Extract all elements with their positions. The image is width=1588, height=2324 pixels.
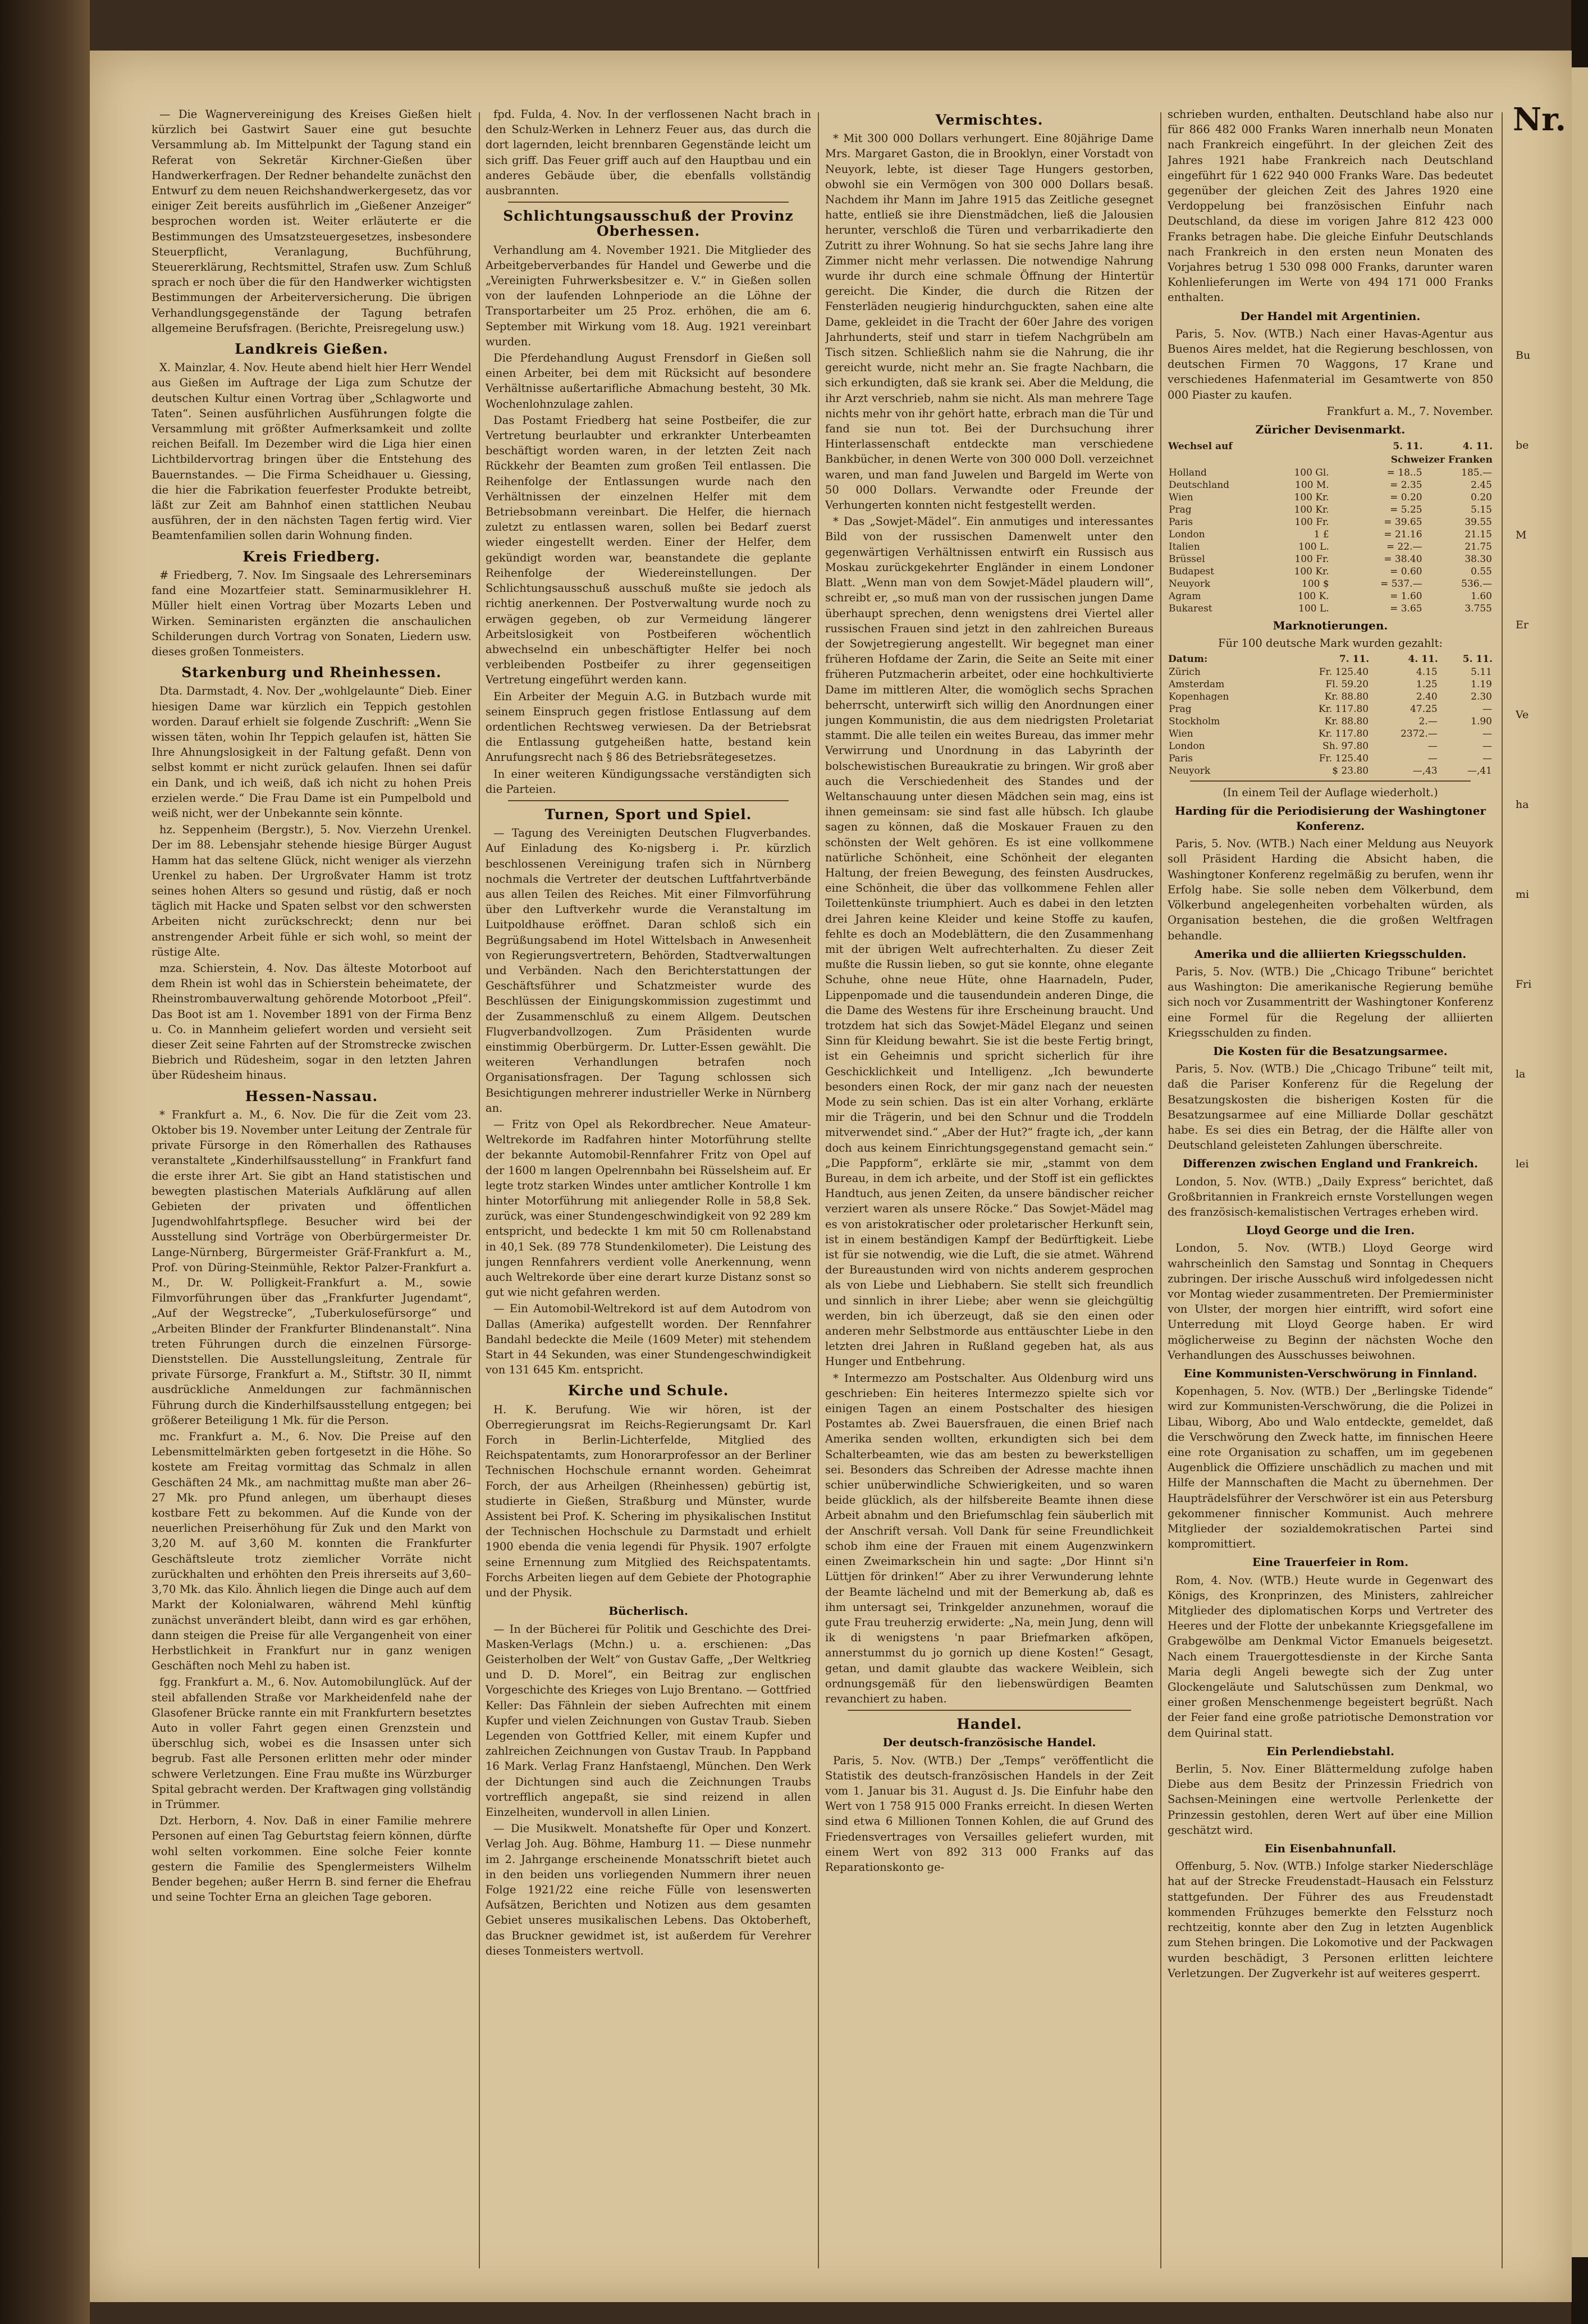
devisen-cell: = 2.35	[1390, 480, 1422, 491]
heading-trauerfeier: Eine Trauerfeier in Rom.	[1252, 1555, 1409, 1569]
devisen-row	[1168, 541, 1493, 553]
article-kuendigung: In einer weiteren Kündigungssache verständigten sich die Parteien.	[486, 767, 811, 796]
devisen-cell: 185.—	[1461, 467, 1492, 479]
devisen-cell: 21.75	[1465, 541, 1492, 553]
article-flugverband: — Tagung des Vereinigten Deutschen Flugverbandes. Auf Einladung des Ko-nigsberg i. Pr. kürzlich beschlossenen Vereinigung trafen sich in Nürnberg nochmals die Vertreter der deutschen Luftfahrtverbände aus allen Teilen des Reiches. Mit einer Filmvorführung über den Luftverkehr wurde die Veranstaltung im Luitpoldhause eröffnet. Daran schloß sich ein Begrüßungsabend im Hotel Wittelsbach in Anwesenheit von Regierungsvertretern, Behörden, Stadtverwaltungen und Verbänden. Nach den Berichterstattungen der Geschäftsführer und Schatzmeister wurde des Beschlüssen der Einigungskommission zugestimmt und der Zusammenschluß zu einem Allgem. Deutschen Flugverbandvollzogen. Zum Präsidenten wurde einstimmig Oberbürgerm. Dr. Lutter-Essen gewählt. Die weiteren Verhandlungen betrafen noch Organisationsfragen. Der Tagung schlossen sich Besichtigungen mehrerer industrieller Werke in Nürnberg an.	[486, 827, 811, 1115]
mark-cell: 5.11	[1471, 666, 1492, 678]
article-automobil-weltrekord: — Ein Automobil-Weltrekord ist auf dem Autodrom von Dallas (Amerika) aufgestellt worden. Der Rennfahrer Bandahl bedeckte die Meile (1609 Meter) mit stehendem Start in 44 Sekunden, was einer Stundengeschwindigkeit von 131 645 Km. entspricht.	[486, 1302, 811, 1377]
mark-cell: Amsterdam	[1169, 678, 1225, 690]
devisen-cell: Agram	[1169, 591, 1201, 602]
mark-cell: Kr. 88.80	[1324, 715, 1369, 727]
devisen-cell: 1 £	[1314, 529, 1329, 541]
devisen-cell: 100 Fr.	[1294, 554, 1329, 565]
article-postschalter: * Intermezzo am Postschalter. Aus Oldenburg wird uns geschrieben: Ein heiteres Intermezzo spielte sich vor einigen Tagen an einem Postschalter des hiesigen Postamtes ab. Zwei Bauersfrauen, die einen Brief nach Amerika senden wollten, erkundigten sich bei dem Schalterbeamten, wie das am besten zu bewerkstelligen sei. Besonders das Schreiben der Adresse machte ihnen schier unüberwindliche Schwierigkeiten, und so waren beide glücklich, als der hilfsbereite Beamte ihnen diese Arbeit abnahm und den Briefumschlag fein säuberlich mit der Anschrift versah. Voll Dank für seine Freundlichkeit schob ihm eine der Frauen mit einem Augenzwinkern einen Zweimarkschein hin und sagte: „Dor Hinnt si'n Lüttjen för drinken!“ Aber zu ihrer Verwunderung lehnte der Beamte lächelnd und mit der Bemerkung ab, daß es ihm untersagt sei, Trinkgelder anzunehmen, worauf die gute Frau treuherzig erwiderte: „Na, mein Jung, denn will ik di wenigstens 'n paar Briefmarken afköpen, annerstummst du jo gornich up diene Kosten!“ Gesagt, getan, und damit glaubte das wackere Weiblein, sich ordnungsgemäß für den liebenswürdigen Beamten revanchiert zu haben.	[825, 1371, 1154, 1705]
mark-cell: Fr. 125.40	[1319, 666, 1369, 678]
devisen-cell: 100 Kr.	[1294, 504, 1329, 516]
devisen-cell: Italien	[1169, 541, 1200, 553]
newspaper-page	[90, 51, 1572, 2302]
article-meguin: Ein Arbeiter der Meguin A.G. in Butzbach wurde mit seinem Einspruch gegen fristlose Entlassung auf dem ordentlichen Rechtsweg verwiesen. Da der Betriebsrat die Entlassung gutgeheißen hatte, bestand kein Anrufungsrecht nach § 86 des Betriebsrätegesetzes.	[486, 690, 811, 764]
article-herborn: Dzt. Herborn, 4. Nov. Daß in einer Familie mehrere Personen auf einen Tag Geburtstag feiern können, dürfte wohl selten vorkommen. Eine solche Feier konnte gestern die Familie des Spenglermeisters Wilhelm Bender begehen; außer Herrn B. sind ferner die Ehefrau und seine Tochter Erna an gleichen Tage geboren.	[152, 1814, 472, 1904]
devisen-row	[1168, 516, 1493, 528]
col-header: 5. 11.	[1393, 441, 1423, 453]
article-frankfurt-preise: mc. Frankfurt a. M., 6. Nov. Die Preise auf den Lebensmittelmärkten geben fortgesetzt in die Höhe. So kostete am Freitag vormittag das Schmalz in allen Geschäften 24 Mk., am nachmittag mußte man aber 26–27 Mk. pro Pfund anlegen, um überhaupt dieses kostbare Fett zu bekommen. Auf die Kunde von der neuerlichen Preiserhöhung für Zuk und den Markt von 3,20 M. auf 3,60 M. konnten die Frankfurter Geschäftsleute trotz ziemlicher Vorräte nicht zurückhalten und erhöhten den Preis ihrerseits auf 3,60–3,70 Mk. das Kilo. Ähnlich liegen die Dinge auch auf dem Markt der Kolonialwaren, während Mehl künftig zunächst unverändert bleibt, dann wird es gar erhöhen, dann steigen die Preise für alle Vergangenheit von einer Herbstlichkeit in Frankfurt nur in ganz wenigen Geschäften noch Mehl zu haben ist.	[152, 1430, 472, 1673]
mark-cell: Kr. 117.80	[1318, 703, 1369, 715]
mark-row	[1168, 666, 1493, 678]
devisen-cell: Prag	[1169, 504, 1192, 516]
edition-note: (In einem Teil der Auflage wiederholt.)	[1223, 786, 1438, 799]
devisen-cell: Paris	[1169, 517, 1193, 528]
devisen-cell: 3.755	[1465, 603, 1492, 615]
next-page-fragment: M	[1516, 529, 1527, 541]
column-rule	[1160, 112, 1161, 2268]
mark-title: Für 100 deutsche Mark wurden gezahlt:	[1218, 637, 1443, 650]
devisen-row	[1168, 491, 1493, 504]
devisen-cell: = 39.65	[1384, 517, 1422, 528]
devisen-cell: Neuyork	[1169, 578, 1211, 590]
article-trauerfeier: Rom, 4. Nov. (WTB.) Heute wurde in Gegenwart des Königs, des Kronprinzen, des Ministers, zahlreicher Mitglieder des diplomatischen Korps und Vertreter des Heeres und der Flotte der unbekannte Kriegsgefallene im Grabgewölbe am Denkmal Victor Emanuels beigesetzt. Nach einem Trauergottesdienste in der Kirche Santa Maria degli Angeli bewegte sich der Zug unter Glockengeläute und Salutschüssen zum Denkmal, wo einer großen Menschenmenge begeistert begrüßt. Nach der Feier fand eine große patriotische Demonstration vor dem Quirinal statt.	[1168, 1573, 1493, 1739]
mark-cell: 1.19	[1471, 678, 1492, 690]
column-2	[486, 107, 811, 2280]
mark-cell: 1.90	[1471, 715, 1492, 727]
mark-cell: —	[1482, 728, 1492, 739]
market-date: Frankfurt a. M., 7. November.	[1326, 404, 1493, 418]
heading-differenzen: Differenzen zwischen England und Frankreich.	[1183, 1157, 1478, 1171]
col-header: Wechsel auf	[1168, 441, 1233, 453]
article-mainzlar: X. Mainzlar, 4. Nov. Heute abend hielt hier Herr Wendel aus Gießen im Auftrage der Liga zum Schutze der deutschen Kultur einen Vortrag über „Schlagworte und Taten“. Seinen ausführlichen Ausführungen folgte die Versammlung mit größter Aufmerksamkeit und zollte reichen Beifall. Im Dezember wird die Liga hier einen Lichtbildervortrag bringen über die Entstehung des Bauernstandes. — Die Firma Scheidhauer u. Giessing, die hier die Fabrikation feuerfester Produkte betreibt, läßt zur Zeit am Bahnhof einen stattlichen Neubau ausführen, der in den nächsten Tagen fertig wird. Vier Beamtenfamilien sollen darin Wohnung finden.	[152, 361, 472, 542]
devisen-row	[1168, 528, 1493, 541]
article-eisenbahnunfall: Offenburg, 5. Nov. (WTB.) Infolge starker Niederschläge hat auf der Strecke Freudenstadt–Hausach ein Felssturz stattgefunden. Der Führer des aus Freudenstadt kommenden Frühzuges bemerkte den Felssturz noch rechtzeitig, konnte aber den Zug in letzten Augenblick zum Stehen bringen. Die Lokomotive und der Packwagen wurden beschädigt, 3 Personen erlitten leichtere Verletzungen. Der Zugverkehr ist auf weiteres gesperrt.	[1168, 1860, 1493, 1980]
col-header: 5. 11.	[1462, 653, 1493, 665]
heading-kriegsschulden: Amerika und die alliierten Kriegsschulden.	[1194, 947, 1467, 961]
devisen-cell: 100 Kr.	[1294, 566, 1329, 578]
article-kriegsschulden: Paris, 5. Nov. (WTB.) Die „Chicago Tribune“ berichtet aus Washington: Die amerikanische Regierung bemühe sich noch vor Zusammentritt der Washingtoner Konferenz eine Formel für die Regelung der alliierten Kriegsschulden zu finden.	[1168, 965, 1493, 1039]
devisen-cell: 38.30	[1465, 554, 1492, 565]
divider	[848, 1710, 1131, 1711]
devisen-cell: = 22.—	[1386, 541, 1422, 553]
article-friedberg: # Friedberg, 7. Nov. Im Singsaale des Lehrerseminars fand eine Mozartfeier statt. Seminarmusiklehrer H. Müller hielt einen Vortrag über Mozarts Leben und Wirken. Seminaristen ergänzten die anschaulichen Schilderungen durch Vortrag von Sonaten, Liedern usw. dieses großen Tonmeisters.	[152, 568, 472, 658]
article-temps: Paris, 5. Nov. (WTB.) Der „Temps“ veröffentlicht die Statistik des deutsch-französischen Handels in der Zeit vom 1. Januar bis 31. August d. Js. Die Einfuhr habe den Wert von 1 758 915 000 Franks erreicht. In diesen Werten sind etwa 6 Millionen Tonnen Kohlen, die auf Grund des Friedensvertrages von Versailles geliefert wurden, mit einem Wert von 892 313 000 Franks auf das Reparationskonto ge-	[825, 1754, 1154, 1874]
devisen-cell: 100 M.	[1295, 480, 1329, 491]
mark-cell: —	[1427, 752, 1438, 764]
next-page-fragment: Bu	[1516, 349, 1531, 362]
devisen-table	[1168, 440, 1493, 615]
devisen-cell: London	[1169, 529, 1205, 541]
devisen-cell: = 0.60	[1390, 566, 1422, 578]
mark-cell: Fr. 125.40	[1319, 752, 1369, 764]
devisen-cell: Deutschland	[1169, 480, 1230, 491]
article-heppenheim: hz. Seppenheim (Bergstr.), 5. Nov. Vierzehn Urenkel. Der im 88. Lebensjahr stehende hiesige Bürger August Hamm hat das seltene Glück, nicht weniger als vierzehn Urenkel zu haben. Der Urgroßvater Hamm ist trotz seines hohen Alters so gesund und rüstig, daß er noch täglich mit Hacke und Spaten selbst vor den schwersten Arbeiten nicht zurückschreckt; denn nur bei anstrengender Arbeit fühle er sich wohl, so meint der rüstige Alte.	[152, 823, 472, 958]
heading-marknotierungen: Marknotierungen.	[1273, 619, 1388, 633]
mark-cell: —,41	[1467, 765, 1492, 777]
article-frensdorf: Die Pferdehandlung August Frensdorf in Gießen soll einen Arbeiter, bei dem mit Rücksicht auf besondere Verhältnisse außertarifliche Abmachung besteht, 30 Mk. Wochenlohnzulage zahlen.	[486, 351, 811, 410]
devisen-cell: = 0.20	[1390, 492, 1422, 504]
article-schierstein: mza. Schierstein, 4. Nov. Das älteste Motorboot auf dem Rhein ist wohl das in Schierstein beheimatete, der Rheinstrombauverwaltung gehörende Motorboot „Pfeil“. Das Boot ist am 1. November 1891 von der Firma Benz u. Co. in Mannheim geliefert worden und versieht seit dieser Zeit seine Fahrten auf der Stromstrecke zwischen Biebrich und Rüdesheim, sogar in den letzten Jahren über Rüdesheim hinaus.	[152, 961, 472, 1082]
next-page-fragment: Fri	[1516, 978, 1532, 990]
article-opel: — Fritz von Opel als Rekordbrecher. Neue Amateur-Weltrekorde im Radfahren hinter Motorführung stellte der bekannte Automobil-Rennfahrer Fritz von Opel auf der 1600 m langen Opelrennbahn bei Rüsselsheim auf. Er legte trotz starken Windes unter amtlicher Kontrolle 1 km hinter Motorführung mit anliegender Rolle in 58,8 Sek. zurück, was einer Stundengeschwindigkeit von 92 289 km entspricht, und bedeckte 1 km mit 50 cm Rollenabstand in 40,1 Sek. (89 778 Stundenkilometer). Die Leistung des jungen Rennfahrers verdient volle Anerkennung, wenn auch Weltrekorde über eine derart kurze Distanz sonst so gut wie nicht gefahren werden.	[486, 1118, 811, 1299]
article-lloyd-george: London, 5. Nov. (WTB.) Lloyd George wird wahrscheinlich den Samstag und Sonntag in Chequers zubringen. Der irische Ausschuß wird infolgedessen nicht vor Montag wieder zusammentreten. Der Premierminister von Ulster, der morgen hier eintrifft, wird sofort eine Unterredung mit Lloyd George haben. Er wird möglicherweise zu Beginn der nächsten Woche den Verhandlungen des Ausschusses beiwohnen.	[1168, 1241, 1493, 1362]
mark-row	[1168, 740, 1493, 752]
mark-cell: 2.40	[1416, 691, 1438, 702]
mark-row	[1168, 765, 1493, 777]
devisen-row	[1168, 590, 1493, 602]
column-3	[825, 107, 1154, 2280]
mark-row	[1168, 678, 1493, 691]
devisen-cell: = 1.60	[1390, 591, 1422, 602]
devisen-cell: 100 Gl.	[1294, 467, 1329, 479]
mark-cell: 1.25	[1416, 678, 1438, 690]
mark-cell: —,43	[1412, 765, 1438, 777]
mark-cell: Prag	[1169, 703, 1192, 715]
mark-row	[1168, 752, 1493, 765]
devisen-cell: 100 L.	[1298, 603, 1329, 615]
article-harding: Paris, 5. Nov. (WTB.) Nach einer Meldung aus Neuyork soll Präsident Harding die Absicht haben, die Washingtoner Konferenz regelmäßig zu berufen, wenn ihr Erfolg habe. Sie solle neben dem Völkerbund, dem Völkerbund angelegenheiten vorbehalten würden, als Organisation bestehen, die die großen Weltfragen behandle.	[1168, 837, 1493, 942]
devisen-row	[1168, 504, 1493, 516]
next-page-fragment: la	[1516, 1068, 1526, 1080]
article-postamt: Das Postamt Friedberg hat seine Postbeifer, die zur Vertretung beurlaubter und erkrankter Unterbeamten beschäftigt worden waren, in der letzten Zeit nach Rückkehr der Beamten zum großen Teil entlassen. Die Reihenfolge der Entlassungen wurde nach den Verhältnissen der einzelnen Helfer mit dem Betriebsobmann vereinbart. Die Helfer, die hiernach zuletzt zu entlassen waren, sollen bei Bedarf zuerst wieder eingestellt werden. Einer der Helfer, dem gekündigt worden war, beanstandete die geplante Reihenfolge der Wiedereinstellungen. Der Schlichtungsausschuß ausschuß mußte sie jedoch als richtig anerkennen. Der Postverwaltung wurde noch zu erwägen gegeben, ob zur Vermeidung längerer Arbeitslosigkeit von Postbeiferen wöchentlich abwechselnd ein unbeschäftigter Helfer bei noch verbleibenden Postbeifer zu ihrer gegenseitigen Vertretung eingeführt werden kann.	[486, 413, 811, 687]
divider	[508, 800, 789, 801]
heading-turnen-sport: Turnen, Sport und Spiel.	[544, 806, 752, 823]
mark-cell: Sh. 97.80	[1322, 740, 1369, 752]
article-sowjet-maedel: * Das „Sowjet-Mädel“. Ein anmutiges und interessantes Bild von der russischen Damenwelt unter den gegenwärtigen Verhältnissen entwirft ein Russisch aus Moskau zurückgekehrter Engländer in einem Londoner Blatt. „Wenn man von dem Sowjet-Mädel plaudern will“, schreibt er, „so muß man von der russischen jungen Dame überhaupt sprechen, denn wenigstens drei Viertel aller russischen Frauen sind jetzt in den zahlreichen Bureaus der Sowjetregierung angestellt. Wir begegnet man einer früheren Hofdame der Zarin, die Seite an Seite mit einer früheren Putzmacherin arbeitet, oder eine hochkultivierte Dame im mittleren Alter, die womöglich sechs Sprachen beherrscht, unterwirft sich willig den Anordnungen einer jungen Kommunistin, die aus dem niedrigsten Proletariat stammt. Die alle teilen ein weites Bureau, das immer mehr Verwirrung und Unordnung in das Labyrinth der bolschewistischen Bureaukratie zu bringen. Wir groß aber auch die Verschiedenheit des Standes und der Weltanschauung unter diesen Mädchen sein mag, eins ist ihnen gemeinsam: sie sind fast alle hübsch. Ich glaube sagen zu können, daß die Moskauer Frauen zu den schönsten der Welt gehören. Es ist eine vollkommene natürliche Schönheit, eine Schönheit der eleganten Haltung, der freien Bewegung, des feinsten Ausdruckes, eine Schönheit, die über das vollkommene Fehlen aller Toilettenkünste triumphiert. Auch es dabei in den letzten drei Jahren keine Kleider und keine Stoffe zu kaufen, fehlte es doch an Modeblättern, die den Zusammenhang mit der übrigen Welt aufrechterhalten. Zu dieser Zeit mußte die Russin lieben, so gut sie konnte, ohne elegante Schuhe, ohne neue Hüte, ohne Haarnadeln, Puder, Lippenpomade und die tausendundein anderen Dinge, die die Dame des Westens für ihre Erscheinung braucht. Und trotzdem hat sich das Sowjet-Mädel Eleganz und seinen Sinn für Kleidung bewahrt. Sie ist die beste Fertig bringt, ist ein Geheimnis und spricht sicherlich für ihre Geschicklichkeit und Intelligenz. „Ich bewunderte besonders einen Rock, der mir ganz nach der neuesten Mode zu sein schien. Das ist ein alter Vorhang, erklärte mir die Trägerin, und bei den Schnur und die Troddeln mitverwendet sind.“ „Aber der Hut?“ fragte ich, „der kann doch aus keinem Einrichtungsgegenstand gemacht sein.“ „Die Pappform“, erklärte sie mir, „stammt von dem Bureau, in dem ich arbeite, und der Stoff ist ein geflicktes Handtuch, aus jenen Zeiten, da unsere bändischer reicher verziert waren als unsere Röcke.“ Das Sowjet-Mädel mag es von aristokratischer oder proletarischer Herkunft sein, ist in einem beständigen Kampf der Bedürftigkeit. Liebe ist für sie notwendig, wie die Luft, die sie atmet. Während der Bureaustunden wird von nichts anderem gesprochen als von Liebe und Liebhabern. Sie stellt sich freundlich und sinnlich in ihrer Liebe; aber wenn sie gleichgültig werden, bin ich überzeugt, daß sie den einen oder anderen mehr Selbstmorde aus enttäuschter Liebe in den letzten drei Jahren in Rußland gegeben hat, als aus Hunger und Entbehrung.	[825, 515, 1154, 1368]
devisen-cell: 0.55	[1471, 566, 1492, 578]
mark-cell: —	[1482, 740, 1492, 752]
mark-cell: Paris	[1169, 752, 1193, 764]
mark-cell: Neuyork	[1169, 765, 1211, 777]
devisen-cell: 100 Fr.	[1294, 517, 1329, 528]
mark-row	[1168, 703, 1493, 715]
devisen-cell: 5.15	[1471, 504, 1492, 516]
article-wagner: — Die Wagnervereinigung des Kreises Gießen hielt kürzlich bei Gastwirt Sauer eine gut besuchte Versammlung ab. Im Mittelpunkt der Tagung stand ein Referat von Sekretär Kirchner-Gießen über Handwerkerfragen. Der Redner behandelte zunächst den Entwurf zu dem neuen Reichshandwerkergesetz, das vor einiger Zeit bereits ausführlich im „Gießener Anzeiger“ besprochen worden ist. Weiter erläuterte er die Bestimmungen des Umsatzsteuergesetzes, insbesondere Steuerpflicht, Veranlagung, Buchführung, Steuererklärung, Rechtsmittel, Strafen usw. Zum Schluß sprach er noch über die für den Handwerker wichtigsten Bestimmungen der Arbeiterversicherung. Die übrigen Verhandlungsgegenstände der Tagung betrafen allgemeine Berufsfragen. (Berichte, Preisregelung usw.)	[152, 108, 472, 335]
heading-harding: Harding für die Periodisierung der Washingtoner Konferenz.	[1174, 803, 1486, 833]
col-header: Datum:	[1168, 653, 1208, 665]
article-verhandlung: Verhandlung am 4. November 1921. Die Mitglieder des Arbeitgeberverbandes für Handel und Gewerbe und die „Vereinigten Fuhrwerksbesitzer e. V.“ in Gießen sollen von der laufenden Lohnperiode an die Löhne der Transportarbeiter um 25 Proz. erhöhen, die am 6. September mit Wirkung vom 18. Aug. 1921 vereinbart wurden.	[486, 243, 811, 348]
heading-besatzungsarmee: Die Kosten für die Besatzungsarmee.	[1213, 1044, 1448, 1058]
next-page-fragment: Er	[1516, 619, 1528, 631]
article-differenzen: London, 5. Nov. (WTB.) „Daily Express“ berichtet, daß Großbritannien in Frankreich ernste Vorstellungen wegen des französisch-kemalistischen Vertrages erheben wird.	[1168, 1175, 1493, 1218]
devisen-row	[1168, 578, 1493, 590]
mark-cell: 4.15	[1416, 666, 1438, 678]
heading-handel: Handel.	[957, 1716, 1022, 1733]
heading-schlichtung: Schlichtungsausschuß der Provinz Oberhessen.	[503, 208, 794, 240]
next-page-fragment: lei	[1516, 1158, 1529, 1170]
heading-landkreis-giessen: Landkreis Gießen.	[235, 341, 388, 358]
devisen-cell: Brüssel	[1169, 554, 1205, 565]
col-header: 4. 11.	[1462, 441, 1493, 453]
devisen-cell: 39.55	[1465, 517, 1492, 528]
devisen-row	[1168, 553, 1493, 565]
mark-cell: —	[1482, 703, 1492, 715]
article-argentinien: Paris, 5. Nov. (WTB.) Nach einer Havas-Agentur aus Buenos Aires meldet, hat die Regierung beschlossen, von deutschen Firmen 70 Waggons, 17 Krane und verschiedenes Hafenmaterial im Gesamtwerte von 850 000 Piaster zu kaufen.	[1168, 327, 1493, 401]
col-header: 7. 11.	[1339, 653, 1370, 665]
mark-cell: Kopenhagen	[1169, 691, 1229, 702]
devisen-row	[1168, 479, 1493, 491]
devisen-cell: = 5.25	[1390, 504, 1422, 516]
heading-devisenmarkt: Züricher Devisenmarkt.	[1255, 423, 1406, 437]
book-binding	[0, 0, 90, 2324]
article-frankfurt-auto: fgg. Frankfurt a. M., 6. Nov. Automobilunglück. Auf der steil abfallenden Straße vor Markheidenfeld nahe der Glasofener Brücke rannte ein mit Frankfurtern besetztes Auto in voller Fahrt gegen einen Grenzstein und überschlug sich, wobei es die Insassen unter sich begrub. Fast alle Personen erlitten mehr oder minder schwere Verletzungen. Eine Frau mußte ins Würzburger Spital gebracht werden. Der Kraftwagen ging vollständig in Trümmer.	[152, 1675, 472, 1811]
article-besatzungsarmee: Paris, 5. Nov. (WTB.) Die „Chicago Tribune“ teilt mit, daß die Pariser Konferenz für die Regelung der Besatzungskosten die bisherigen Kosten für die Besatzungsarmee auf eine Milliarde Dollar geschätzt habe. Es sei dies ein Betrag, der die Hälfte aller von Deutschland geleisteten Zahlungen überschreite.	[1168, 1062, 1493, 1152]
column-rule	[1502, 112, 1503, 2268]
mark-row	[1168, 691, 1493, 703]
column-rule	[479, 112, 480, 2268]
article-verhungert: * Mit 300 000 Dollars verhungert. Eine 80jährige Dame Mrs. Margaret Gaston, die in Brooklyn, einer Vorstadt von Neuyork, lebte, ist dieser Tage Hungers gestorben, obwohl sie ein Vermögen von 300 000 Dollars besaß. Nachdem ihr Mann im Jahre 1915 das Zeitliche gesegnet hatte, entließ sie ihre Dienstmädchen, ließ die Jalousien herunter, verschloß die Türen und verbarrikadierte den Zutritt zu ihrer Wohnung. So hat sie sechs Jahre lang ihre Zimmer nicht mehr verlassen. Die notwendige Nahrung wurde ihr durch eine schmale Öffnung der Hintertür gereicht. Die Kinder, die durch die Ritzen der Fensterläden neugierig hindurchguckten, sahen eine alte Dame, gekleidet in die Tracht der 60er Jahre des vorigen Jahrhunderts, steif und starr in tiefem Nachgrübeln am Tisch sitzen. Schließlich nahm sie die Nahrung, die ihr gereicht wurde, nicht mehr an. Sie fragte Nachbarn, die sich erkundigten, daß sie krank sei. Aber die Meldung, die ihr Arzt verschrieb, nahm sie nicht. Als man mehrere Tage nichts mehr von ihr gehört hatte, erbrach man die Tür und fand sie nun tot. Bei der Durchsuchung ihrer Hinterlassenschaft entdeckte man verschiedene Bankbücher, in denen Werte von 300 000 Doll. verzeichnet waren, und man fand Juwelen und Bargeld im Werte von 50 000 Dollars. Verwandte oder Freunde der Verhungerten konnten nicht festgestellt werden.	[825, 132, 1154, 512]
heading-kirche-schule: Kirche und Schule.	[568, 1382, 729, 1399]
mark-cell: 47.25	[1410, 703, 1438, 715]
mark-cell: —	[1427, 740, 1438, 752]
mark-cell: Kr. 88.80	[1324, 691, 1369, 702]
mark-cell: 2372.—	[1401, 728, 1438, 739]
heading-kreis-friedberg: Kreis Friedberg.	[242, 548, 381, 565]
mark-table	[1168, 652, 1493, 777]
next-page-fragment: Ve	[1516, 709, 1529, 721]
mark-cell: $ 23.80	[1332, 765, 1369, 777]
heading-kommunisten: Eine Kommunisten-Verschwörung in Finnland.	[1183, 1366, 1477, 1380]
devisen-cell: = 537.—	[1380, 578, 1422, 590]
next-page-masthead: Nr.	[1513, 101, 1567, 138]
mark-row	[1168, 728, 1493, 740]
col-subheader: Schweizer Franken	[1390, 454, 1493, 466]
heading-eisenbahnunfall: Ein Eisenbahnunfall.	[1264, 1842, 1397, 1856]
col-header: 4. 11.	[1408, 653, 1438, 665]
devisen-cell: 536.—	[1461, 578, 1492, 590]
article-darmstadt: Dta. Darmstadt, 4. Nov. Der „wohlgelaunte“ Dieb. Einer hiesigen Dame war kürzlich ein Teppich gestohlen worden. Darauf erhielt sie folgende Zuschrift: „Wenn Sie wissen täten, wohin Ihr Teppich gelaufen ist, hätten Sie Ihre Ahnungslosigkeit in der Faltung gefaßt. Denn von selbst kommt er nicht zurück gelaufen. Ihnen sei dafür ein Dank, und ich weiß, daß ich nicht zu hohen Preis erzielen werde.“ Die Frau Dame ist ein Pumpelbold und weiß nicht, wer der Unbekannte sein könnte.	[152, 684, 472, 820]
article-perlendiebstahl: Berlin, 5. Nov. Einer Blättermeldung zufolge haben Diebe aus dem Besitz der Prinzessin Friedrich von Sachsen-Meiningen eine wertvolle Perlenkette der Prinzessin gestohlen, deren Wert auf über eine Million geschätzt wird.	[1168, 1763, 1493, 1837]
mark-cell: 2.—	[1418, 715, 1438, 727]
mark-row	[1168, 715, 1493, 728]
divider	[508, 202, 789, 203]
mark-cell: —	[1482, 752, 1492, 764]
devisen-row	[1168, 602, 1493, 615]
mark-cell: Wien	[1169, 728, 1193, 739]
next-page-fragment: be	[1516, 439, 1529, 451]
devisen-cell: 1.60	[1471, 591, 1492, 602]
devisen-row	[1168, 467, 1493, 479]
article-musikwelt: — Die Musikwelt. Monatshefte für Oper und Konzert. Verlag Joh. Aug. Böhme, Hamburg 11. — Diese nunmehr im 2. Jahrgange erscheinende Monatsschrift bietet auch in den beiden uns vorliegenden Nummern ihrer neuen Folge 1921/22 eine reiche Fülle von lesenswerten Aufsätzen, Berichten und Notizen aus dem gesamten Gebiet unseres musikalischen Lebens. Das Oktoberheft, das Bruckner gewidmet ist, ist außerdem für Verehrer dieses Tonmeisters wertvoll.	[486, 1822, 811, 1957]
devisen-cell: = 3.65	[1390, 603, 1422, 615]
article-buecherei: — In der Bücherei für Politik und Geschichte des Drei-Masken-Verlags (Mchn.) u. a. erschienen: „Das Geisterholben der Welt“ von Gustav Gaffe, „Der Weltkrieg und D. D. Morel“, ein Beitrag zur englischen Vorgeschichte des Krieges von Lujo Brentano. — Gottfried Keller: Das Fähnlein der sieben Aufrechten mit einem Kupfer und vielen Zeichnungen von Gustav Traub. Sieben Legenden von Gottfried Keller, mit einem Kupfer und zahlreichen Zeichnungen von Gustav Traub. In Pappband 16 Mark. Verlag Franz Hanfstaengl, München. Den Werk der Dichtungen sind auch die Zeichnungen Traubs vortrefflich angepaßt, sie sind reizend in allen Einzelheiten, wundervoll in allen Linien.	[486, 1622, 811, 1819]
column-1	[152, 107, 472, 2280]
article-frankfurt-kinderhilfe: * Frankfurt a. M., 6. Nov. Die für die Zeit vom 23. Oktober bis 19. November unter Leitung der Zentrale für private Fürsorge in den Römerhallen des Rathauses veranstaltete „Kinderhilfsausstellung“ in Frankfurt fand die erste ihrer Art. Sie gibt an Hand statistischen und bewegten plastischen Materials Aufklärung auf allen Gebieten der privaten und öffentlichen Jugendwohlfahrtspflege. Besucher wird bei der Ausstellung sind Vorträge von Oberbürgermeister Dr. Lange-Nürnberg, Bürgermeister Gräf-Frankfurt a. M., Prof. von Düring-Steinmühle, Rektor Palzer-Frankfurt a. M., Dr. W. Polligkeit-Frankfurt a. M., sowie Filmvorführungen über das „Frankfurter Jugendamt“, „Auf der Wegstrecke“, „Tuberkulosefürsorge“ und „Arbeiten Blinder der Frankfurter Blindenanstalt“. Nina treten Führungen durch die einzelnen Fürsorge-Dienststellen. Die Ausstellungsleitung, Zentrale für private Fürsorge, Frankfurt a. M., Stiftstr. 30 II, nimmt ausdrückliche Anmeldungen zur fachmännischen Führung durch die Kinderhilfsausstellung entgegen; bei größerer Beteiligung 1 Mk. für die Person.	[152, 1108, 472, 1427]
devisen-cell: Bukarest	[1169, 603, 1212, 615]
heading-buechertisch: Bücherlisch.	[608, 1604, 688, 1618]
mark-cell: London	[1169, 740, 1205, 752]
column-rule	[818, 112, 819, 2268]
devisen-cell: 100 Kr.	[1294, 492, 1329, 504]
devisen-cell: 21.15	[1465, 529, 1492, 541]
devisen-cell: 0.20	[1471, 492, 1492, 504]
devisen-cell: Holland	[1169, 467, 1207, 479]
mark-cell: Zürich	[1169, 666, 1201, 678]
column-4	[1168, 107, 1493, 2280]
next-page-fragment: ha	[1516, 798, 1529, 811]
heading-hessen-nassau: Hessen-Nassau.	[245, 1088, 378, 1104]
next-page-fragment: mi	[1516, 888, 1530, 901]
devisen-cell: = 18..5	[1386, 467, 1422, 479]
article-berufung: H. K. Berufung. Wie wir hören, ist der Oberregierungsrat im Reichs-Regierungsamt Dr. Karl Forch in Berlin-Lichterfelde, Mitglied des Reichspatentamts, zum Honorarprofessor an der Berliner Technischen Hochschule ernannt worden. Geheimrat Forch, der aus Arheilgen (Rheinhessen) gebürtig ist, studierte in Gießen, Straßburg und Münster, wurde Assistent bei Prof. K. Schering im physikalischen Institut der Technischen Hochschule zu Darmstadt und erhielt 1900 ebenda die venia legendi für Physik. 1907 erfolgte seine Ernennung zum Mitglied des Reichspatentamts. Forchs Arbeiten liegen auf dem Gebiete der Photographie und der Physik.	[486, 1403, 811, 1600]
heading-starkenburg: Starkenburg und Rheinhessen.	[181, 664, 442, 681]
mark-cell: Kr. 117.80	[1318, 728, 1369, 739]
devisen-cell: Budapest	[1169, 566, 1214, 578]
mark-cell: Stockholm	[1169, 715, 1220, 727]
heading-vermischtes: Vermischtes.	[935, 112, 1044, 128]
devisen-cell: 100 L.	[1298, 541, 1329, 553]
devisen-cell: 100 K.	[1297, 591, 1329, 602]
devisen-row	[1168, 565, 1493, 578]
article-kommunisten: Kopenhagen, 5. Nov. (WTB.) Der „Berlingske Tidende“ wird zur Kommunisten-Verschwörung, die die Polizei in Libau, Wiborg, Abo und Walo entdeckte, gemeldet, daß die Verschwörung den Zweck hatte, im finnischen Heere eine rote Organisation zu schaffen, um im gegebenen Augenblick die Offiziere unschädlich zu machen und mit Hilfe der Mannschaften die Macht zu übernehmen. Der Haupträdelsführer der Verschwörer ist ein aus Petersburg gekommener finnischer Kommunist. Auch mehrere Mitglieder der sozialdemokratischen Partei sind kompromittiert.	[1168, 1385, 1493, 1551]
heading-lloyd-george: Lloyd George und die Iren.	[1246, 1223, 1415, 1238]
article-handel-cont: schrieben wurden, enthalten. Deutschland habe also nur für 866 482 000 Franks Waren innerhalb neun Monaten nach Frankreich eingeführt. In der gleichen Zeit des Jahres 1921 habe Frankreich nach Deutschland eingeführt für 1 622 940 000 Franks Ware. Das bedeutet gegenüber der gleichen Zeit des Jahres 1920 eine Verdoppelung bei französischen Einfuhr nach Deutschland, da diese im vorigen Jahre 812 423 000 Franks betragen habe. Die gleiche Einfuhr Deutschlands nach Frankreich in den ersten neun Monaten des Vorjahres betrug 1 530 098 000 Franks, darunter waren Kohlenlieferungen im Werte von 494 171 000 Franks enthalten.	[1168, 108, 1493, 304]
devisen-cell: = 21.16	[1384, 529, 1422, 541]
mark-cell: 2.30	[1471, 691, 1492, 702]
devisen-cell: Wien	[1169, 492, 1193, 504]
mark-cell: Fl. 59.20	[1325, 678, 1369, 690]
devisen-cell: = 38.40	[1384, 554, 1422, 565]
heading-deutsch-franz-handel: Der deutsch-französische Handel.	[882, 1736, 1096, 1750]
next-page-edge	[1572, 67, 1588, 2257]
devisen-cell: 100 $	[1302, 578, 1329, 590]
devisen-cell: 2.45	[1471, 480, 1492, 491]
article-fulda: fpd. Fulda, 4. Nov. In der verflossenen Nacht brach in den Schulz-Werken in Lehnerz Feuer aus, das durch die dort lagernden, leicht brennbaren Gegenstände leicht um sich griff. Das Feuer griff auch auf den Hauptbau und ein anderes Gebäude über, die ebenfalls vollständig ausbrannten.	[486, 108, 811, 198]
heading-perlendiebstahl: Ein Perlendiebstahl.	[1266, 1744, 1394, 1758]
divider	[1190, 780, 1471, 782]
heading-argentinien: Der Handel mit Argentinien.	[1240, 309, 1421, 323]
